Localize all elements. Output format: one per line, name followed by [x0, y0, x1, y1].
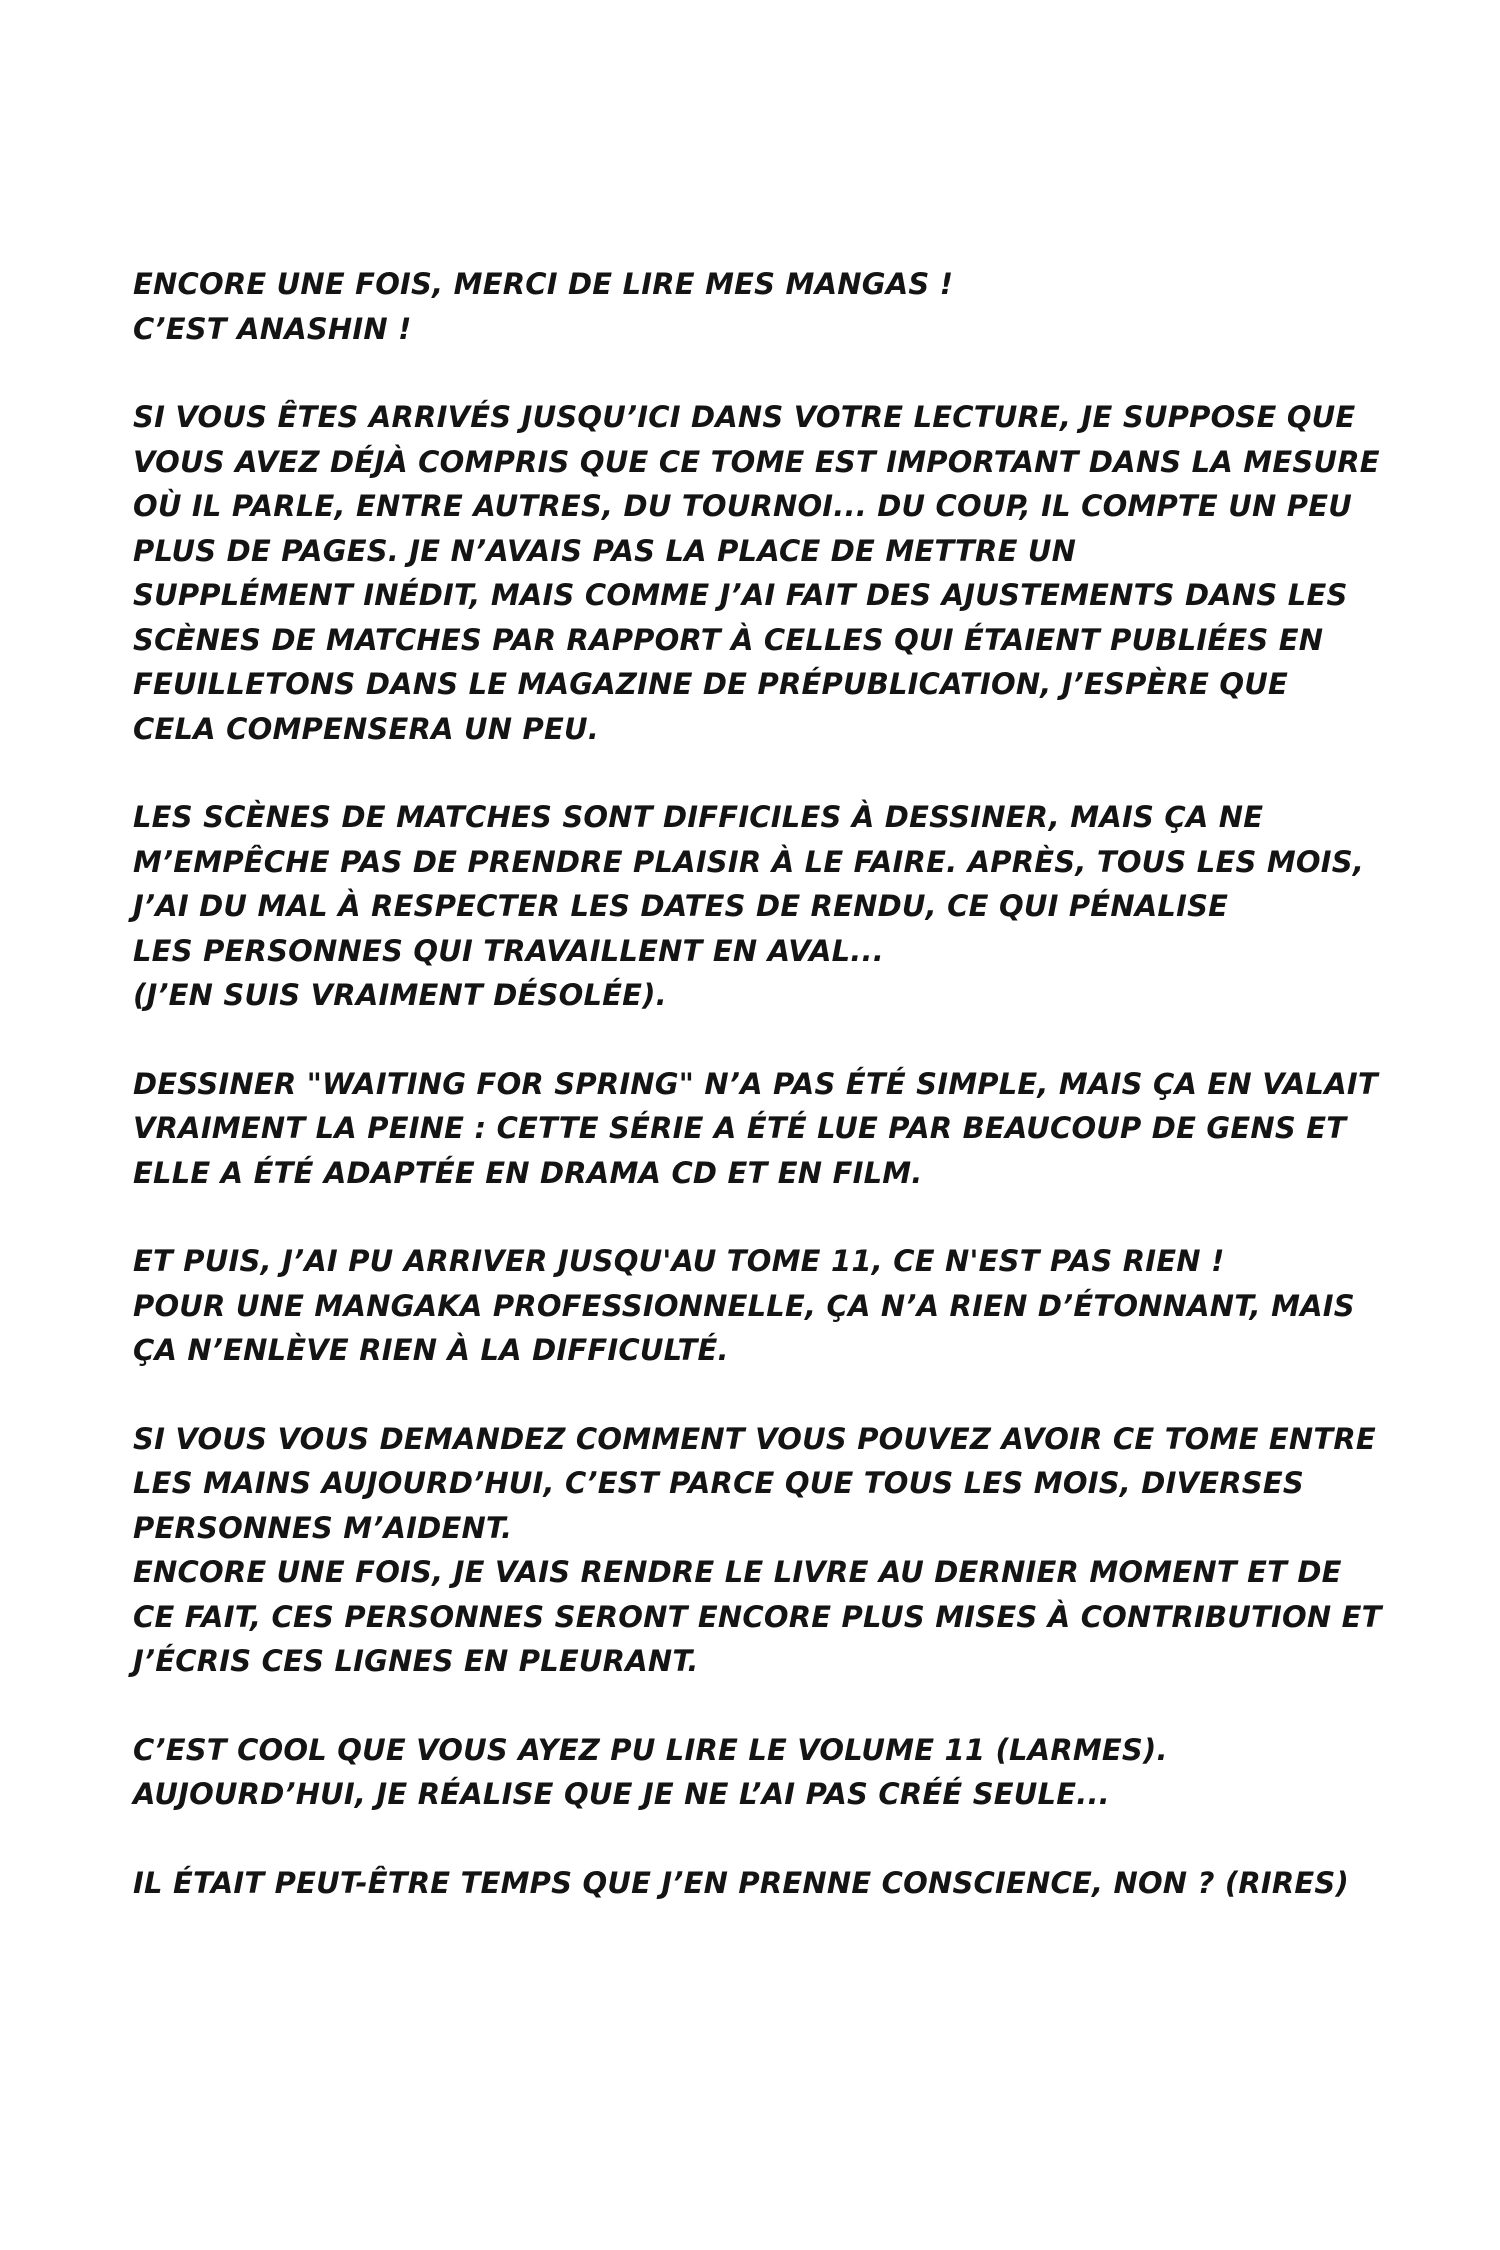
paragraph-volume-11 — [133, 1239, 1383, 1373]
text-line: VOUS AVEZ DÉJÀ COMPRIS QUE CE TOME EST IMPORTANT DANS LA MESURE — [133, 444, 1380, 479]
text-line: ENCORE UNE FOIS, JE VAIS RENDRE LE LIVRE AU DERNIER MOMENT ET DE — [133, 1555, 1342, 1589]
text-line: LES PERSONNES QUI TRAVAILLENT EN AVAL... — [133, 933, 884, 968]
text-line: AUJOURD’HUI, JE RÉALISE QUE JE NE L’AI PAS CRÉÉ SEULE... — [133, 1777, 1110, 1811]
paragraph-closing — [133, 1861, 1383, 1906]
text-line: DESSINER "WAITING FOR SPRING" N’A PAS ÉTÉ SIMPLE, MAIS ÇA EN VALAIT — [133, 1066, 1378, 1101]
text-line: SCÈNES DE MATCHES PAR RAPPORT À CELLES QUI ÉTAIENT PUBLIÉES EN — [133, 622, 1324, 657]
text-line: OÙ IL PARLE, ENTRE AUTRES, DU TOURNOI... DU COUP, IL COMPTE UN PEU — [133, 489, 1352, 523]
paragraph-volume-content — [133, 395, 1383, 751]
text-line: M’EMPÊCHE PAS DE PRENDRE PLAISIR À LE FAIRE. APRÈS, TOUS LES MOIS, — [133, 844, 1365, 879]
text-line: POUR UNE MANGAKA PROFESSIONNELLE, ÇA N’A RIEN D’ÉTONNANT, MAIS — [133, 1288, 1355, 1323]
text-line: LES MAINS AUJOURD’HUI, C’EST PARCE QUE TOUS LES MOIS, DIVERSES — [133, 1466, 1304, 1500]
text-line: C’EST ANASHIN ! — [133, 311, 412, 346]
afterword-text — [133, 262, 1383, 1949]
paragraph-greeting — [133, 262, 1383, 351]
text-line: CE FAIT, CES PERSONNES SERONT ENCORE PLUS MISES À CONTRIBUTION ET — [133, 1599, 1382, 1634]
paragraph-match-scenes — [133, 795, 1383, 1018]
text-line: VRAIMENT LA PEINE : CETTE SÉRIE A ÉTÉ LUE PAR BEAUCOUP DE GENS ET — [133, 1111, 1347, 1145]
paragraph-thanks — [133, 1728, 1383, 1817]
text-line: C’EST COOL QUE VOUS AYEZ PU LIRE LE VOLUME 11 (LARMES). — [133, 1732, 1168, 1767]
text-line: CELA COMPENSERA UN PEU. — [133, 711, 599, 746]
text-line: ÇA N’ENLÈVE RIEN À LA DIFFICULTÉ. — [133, 1333, 729, 1367]
text-line: SI VOUS ÊTES ARRIVÉS JUSQU’ICI DANS VOTRE LECTURE, JE SUPPOSE QUE — [133, 400, 1356, 434]
text-line: J’ÉCRIS CES LIGNES EN PLEURANT. — [133, 1644, 699, 1678]
text-line: J’AI DU MAL À RESPECTER LES DATES DE RENDU, CE QUI PÉNALISE — [133, 889, 1229, 923]
text-line: ENCORE UNE FOIS, MERCI DE LIRE MES MANGAS ! — [133, 267, 954, 301]
text-line: ELLE A ÉTÉ ADAPTÉE EN DRAMA CD ET EN FILM. — [133, 1155, 923, 1190]
paragraph-helpers — [133, 1417, 1383, 1684]
text-line: SI VOUS VOUS DEMANDEZ COMMENT VOUS POUVEZ AVOIR CE TOME ENTRE — [133, 1421, 1376, 1456]
text-line: (J’EN SUIS VRAIMENT DÉSOLÉE). — [133, 978, 667, 1012]
text-line: IL ÉTAIT PEUT-ÊTRE TEMPS QUE J’EN PRENNE CONSCIENCE, NON ? (RIRES) — [133, 1865, 1349, 1900]
paragraph-series — [133, 1062, 1383, 1196]
text-line: PERSONNES M’AIDENT. — [133, 1510, 513, 1545]
text-line: LES SCÈNES DE MATCHES SONT DIFFICILES À DESSINER, MAIS ÇA NE — [133, 800, 1264, 834]
text-line: ET PUIS, J’AI PU ARRIVER JUSQU'AU TOME 11, CE N'EST PAS RIEN ! — [133, 1244, 1225, 1278]
text-line: SUPPLÉMENT INÉDIT, MAIS COMME J’AI FAIT DES AJUSTEMENTS DANS LES — [133, 578, 1348, 612]
text-line: FEUILLETONS DANS LE MAGAZINE DE PRÉPUBLICATION, J’ESPÈRE QUE — [133, 667, 1289, 701]
text-line: PLUS DE PAGES. JE N’AVAIS PAS LA PLACE DE METTRE UN — [133, 533, 1077, 568]
